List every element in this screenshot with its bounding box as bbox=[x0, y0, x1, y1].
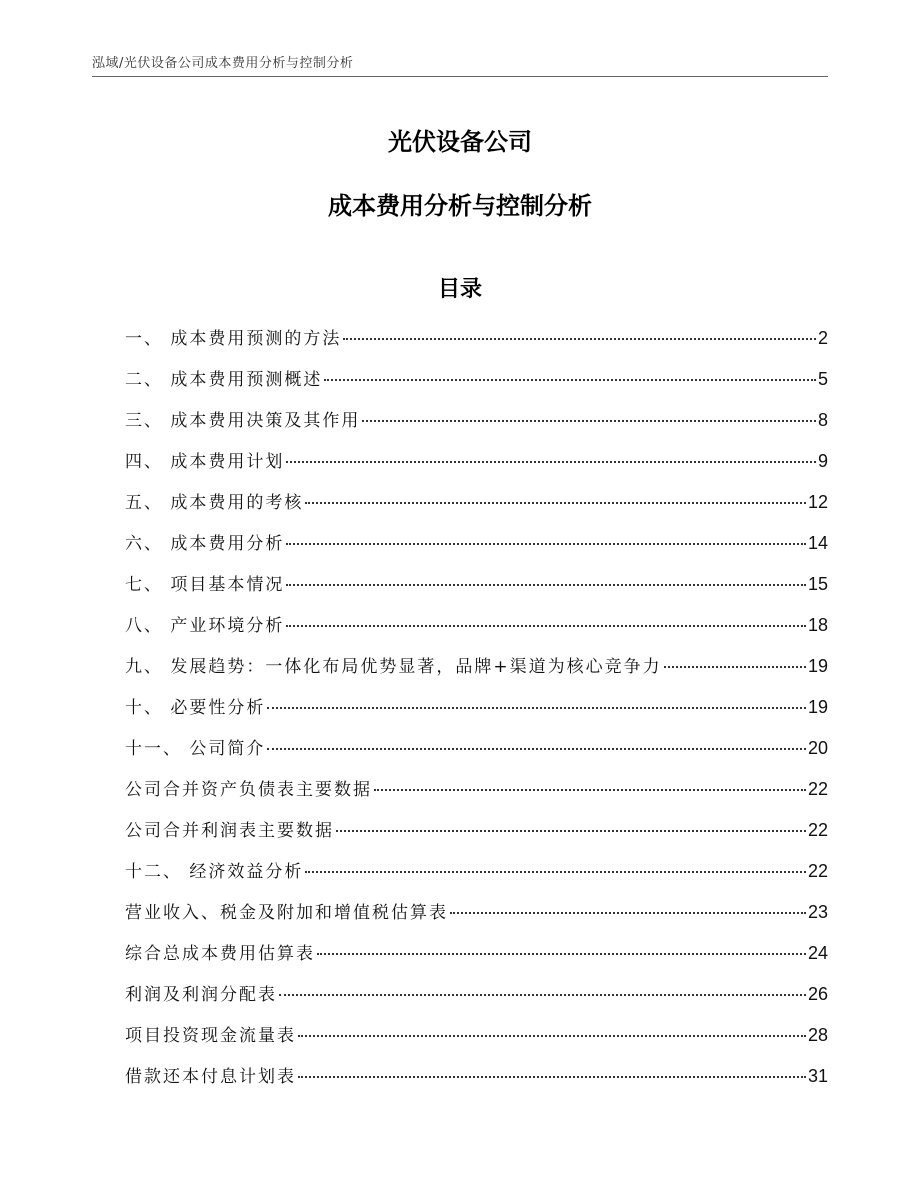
toc-dot-leader bbox=[336, 830, 806, 832]
document-subtitle: 成本费用分析与控制分析 bbox=[328, 192, 592, 220]
toc-entry[interactable] bbox=[125, 365, 828, 406]
toc-dot-leader bbox=[286, 461, 816, 463]
toc-entry-label: 一、 成本费用预测的方法 bbox=[125, 329, 342, 349]
toc-entry-label: 七、 项目基本情况 bbox=[125, 575, 285, 595]
toc-entry-page: 22 bbox=[807, 820, 828, 840]
document-title: 光伏设备公司 bbox=[388, 128, 532, 156]
toc-entry[interactable] bbox=[125, 816, 828, 857]
toc-dot-leader bbox=[267, 748, 806, 750]
toc-entry-page: 18 bbox=[807, 615, 828, 635]
header-rule bbox=[92, 76, 828, 77]
toc-entry-label: 八、 产业环境分析 bbox=[125, 616, 285, 636]
toc-entry-page: 9 bbox=[817, 451, 828, 471]
toc-entry-page: 22 bbox=[807, 861, 828, 881]
toc-dot-leader bbox=[664, 666, 806, 668]
toc-entry[interactable] bbox=[125, 570, 828, 611]
toc-dot-leader bbox=[298, 1035, 806, 1037]
toc-entry-page: 2 bbox=[817, 328, 828, 348]
toc-entry[interactable] bbox=[125, 652, 828, 693]
toc-entry-label: 综合总成本费用估算表 bbox=[125, 944, 315, 964]
toc-entry-page: 12 bbox=[807, 492, 828, 512]
toc-dot-leader bbox=[286, 543, 806, 545]
toc-entry-label: 六、 成本费用分析 bbox=[125, 534, 285, 554]
toc-entry[interactable] bbox=[125, 1021, 828, 1062]
toc-entry-label: 十一、 公司简介 bbox=[125, 739, 266, 759]
toc-entry[interactable] bbox=[125, 324, 828, 365]
toc-entry[interactable] bbox=[125, 611, 828, 652]
toc-entry[interactable] bbox=[125, 898, 828, 939]
toc-entry-page: 24 bbox=[807, 943, 828, 963]
toc-entry-label: 公司合并资产负债表主要数据 bbox=[125, 780, 372, 800]
toc-entry[interactable] bbox=[125, 1062, 828, 1103]
toc-entry-page: 15 bbox=[807, 574, 828, 594]
toc-entry-label: 三、 成本费用决策及其作用 bbox=[125, 411, 361, 431]
toc-entry[interactable] bbox=[125, 529, 828, 570]
toc-entry-page: 20 bbox=[807, 738, 828, 758]
toc-entry-page: 8 bbox=[817, 410, 828, 430]
toc-entry-label: 公司合并利润表主要数据 bbox=[125, 821, 334, 841]
toc-entry-label: 项目投资现金流量表 bbox=[125, 1026, 296, 1046]
toc-entry-label: 四、 成本费用计划 bbox=[125, 452, 285, 472]
toc-dot-leader bbox=[450, 912, 806, 914]
toc-entry-page: 5 bbox=[817, 369, 828, 389]
toc-entry-page: 19 bbox=[807, 656, 828, 676]
toc-entry-label: 营业收入、税金及附加和增值税估算表 bbox=[125, 903, 448, 923]
toc-entry-label: 二、 成本费用预测概述 bbox=[125, 370, 323, 390]
toc-dot-leader bbox=[324, 379, 816, 381]
toc-entry-page: 26 bbox=[807, 984, 828, 1004]
toc-dot-leader bbox=[343, 338, 816, 340]
toc-dot-leader bbox=[305, 871, 806, 873]
toc-entry-label: 十、 必要性分析 bbox=[125, 698, 266, 718]
toc-dot-leader bbox=[267, 707, 806, 709]
toc-entry-page: 23 bbox=[807, 902, 828, 922]
toc-entry[interactable] bbox=[125, 406, 828, 447]
toc-entry-page: 22 bbox=[807, 779, 828, 799]
toc-entry[interactable] bbox=[125, 693, 828, 734]
toc-dot-leader bbox=[305, 502, 806, 504]
toc-entry-page: 19 bbox=[807, 697, 828, 717]
toc-entry[interactable] bbox=[125, 939, 828, 980]
toc-entry[interactable] bbox=[125, 447, 828, 488]
toc-entry[interactable] bbox=[125, 775, 828, 816]
toc-entry-page: 14 bbox=[807, 533, 828, 553]
toc-entry-label: 十二、 经济效益分析 bbox=[125, 862, 304, 882]
toc-dot-leader bbox=[279, 994, 806, 996]
toc-dot-leader bbox=[286, 625, 806, 627]
toc-entry-label: 利润及利润分配表 bbox=[125, 985, 277, 1005]
toc-entry[interactable] bbox=[125, 980, 828, 1021]
toc-dot-leader bbox=[362, 420, 816, 422]
toc-entry-label: 九、 发展趋势：一体化布局优势显著，品牌+渠道为核心竞争力 bbox=[125, 657, 662, 677]
toc-entry-label: 五、 成本费用的考核 bbox=[125, 493, 304, 513]
toc-entry-label: 借款还本付息计划表 bbox=[125, 1067, 296, 1087]
toc-entry[interactable] bbox=[125, 857, 828, 898]
toc-entry-page: 31 bbox=[807, 1066, 828, 1086]
table-of-contents bbox=[125, 324, 828, 1103]
toc-dot-leader bbox=[317, 953, 806, 955]
toc-entry[interactable] bbox=[125, 488, 828, 529]
toc-dot-leader bbox=[286, 584, 806, 586]
toc-entry-page: 28 bbox=[807, 1025, 828, 1045]
toc-dot-leader bbox=[374, 789, 806, 791]
running-header: 泓域/光伏设备公司成本费用分析与控制分析 bbox=[92, 56, 354, 71]
toc-dot-leader bbox=[298, 1076, 806, 1078]
toc-entry[interactable] bbox=[125, 734, 828, 775]
toc-heading: 目录 bbox=[437, 277, 482, 302]
